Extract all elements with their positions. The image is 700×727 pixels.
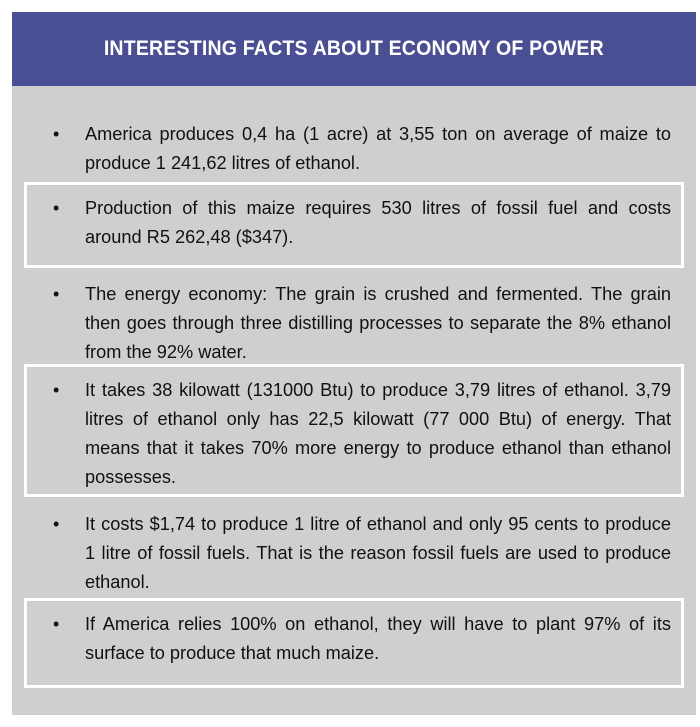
fact-item: [24, 270, 684, 366]
fact-text: It costs $1,74 to produce 1 litre of ethanol and only 95 cents to produce 1 litre of fossil fuels. That is the reason fossil fuels are used to produce ethanol.: [85, 514, 671, 592]
fact-item: [24, 500, 684, 596]
fact-item-boxed: [24, 364, 684, 497]
fact-text: If America relies 100% on ethanol, they will have to plant 97% of its surface to produce that much maize.: [85, 614, 671, 663]
bullet-icon: •: [53, 514, 60, 534]
facts-panel: [12, 12, 696, 715]
panel-title: INTERESTING FACTS ABOUT ECONOMY OF POWER: [103, 37, 605, 60]
fact-row: [53, 610, 681, 668]
bullet-icon: •: [53, 614, 60, 634]
bullet-icon: •: [53, 284, 60, 304]
fact-text: It takes 38 kilowatt (131000 Btu) to produce 3,79 litres of ethanol. 3,79 litres of ethanol only has 22,5 kilowatt (77 000 Btu) of energy. That means that it takes 70% more energy to produce ethanol than ethanol possesses.: [85, 380, 671, 487]
bullet-icon: •: [53, 380, 60, 400]
fact-row: [53, 280, 681, 367]
fact-item: [24, 114, 684, 178]
fact-row: [53, 376, 681, 492]
bullet-icon: •: [53, 198, 60, 218]
fact-item-boxed: [24, 598, 684, 688]
fact-row: [53, 194, 681, 252]
fact-text: The energy economy: The grain is crushed and fermented. The grain then goes through three distilling processes to separate the 8% ethanol from the 92% water.: [85, 284, 671, 362]
fact-text: Production of this maize requires 530 litres of fossil fuel and costs around R5 262,48 ($347).: [85, 198, 671, 247]
fact-row: [53, 510, 681, 597]
bullet-icon: •: [53, 124, 60, 144]
fact-text: America produces 0,4 ha (1 acre) at 3,55 ton on average of maize to produce 1 241,62 litres of ethanol.: [85, 124, 671, 173]
panel-header: [12, 12, 696, 86]
fact-item-boxed: [24, 182, 684, 268]
fact-row: [53, 120, 681, 178]
